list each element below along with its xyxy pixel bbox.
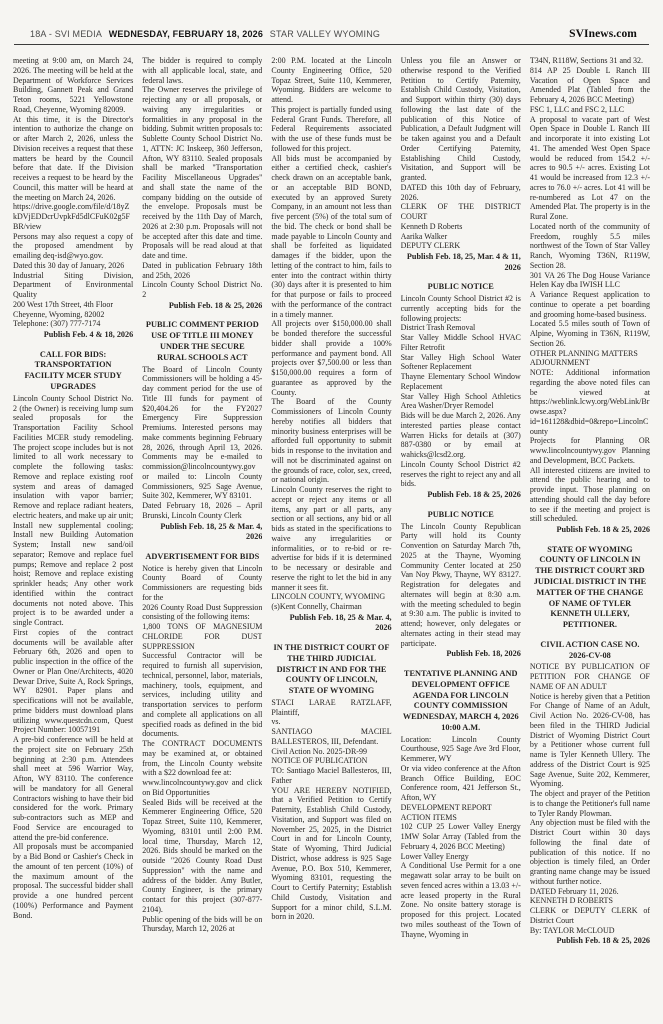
- notice-paragraph: LINCOLN COUNTY, WYOMING: [271, 592, 386, 602]
- news-column: [271, 56, 391, 988]
- notice-paragraph: ADJOURNMENT: [529, 358, 590, 368]
- notice-paragraph: 200 West 17th Street, 4th Floor: [13, 299, 114, 309]
- notice-paragraph: Civil Action No. 2025-DR-99: [271, 746, 367, 756]
- notice-paragraph: Thayne Elementary School Window Replacement: [400, 372, 521, 391]
- notice-heading: PUBLIC COMMENT PERIOD USE OF TITLE III MONEY UNDER THE SECURE RURAL SCHOOLS ACT: [145, 320, 259, 362]
- notice-paragraph: Lower Valley Energy: [400, 851, 469, 861]
- notice-paragraph: Or via video conference at the Afton Branch Office Building, EOC Conference room, 421 Jefferson St., Afton, WY: [400, 763, 521, 803]
- notice-paragraph: https://drive.google.com/file/d/18yZkDVjEDDcrUvpkFd5dlCFuK02g5FBR/view: [13, 202, 130, 231]
- notice-paragraph: Unless you file an Answer or otherwise respond to the Verified Petition to Certify Paternity, Establish Child Custody, Visitation, and Support within thirty (30) days following the last date of the publication of this Notice of Publication, a Default Judgment will be taken against you and a Default Order Certifying Paternity, Establishing Child Custody, Visitation, and Support will be granted.: [400, 56, 521, 182]
- publish-line: Publish Feb. 4 & 18, 2026: [43, 330, 134, 339]
- notice-paragraph: DEPUTY CLERK: [400, 241, 461, 251]
- notice-paragraph: Persons may also request a copy of the proposed amendment by emailing deq-isd@wyo.gov.: [13, 231, 134, 260]
- notice-paragraph: All projects over $150,000.00 shall be bonded therefore the successful bidder shall provide a 100% performance and payment bond. All projects over $7,500.00 or less than $150,000.00 requires a form of guarantee as approved by the County.: [271, 319, 392, 397]
- notice-paragraph: The object and prayer of the Petition is to change the Petitioner's full name to Tyler Randy Plowman.: [529, 789, 651, 818]
- notice-paragraph: FSC 1, LLC and FSC 2, LLC: [529, 104, 625, 114]
- notice-paragraph: Location: Lincoln County Courthouse, 925 Sage Ave 3rd Floor, Kemmerer, WY: [400, 734, 521, 764]
- notice-paragraph: Notice is hereby given that a Petition For Change of Name of an Adult, Civil Action No. 2026-CV-08, has been filed in the THIRD Judicial District of Wyoming District Court by a Petitioner whose current full name is Tyler Kenneth Ullery. The address of the District Court is 925 Sage Avenue, Suite 202, Kemmerer, Wyoming.: [529, 691, 651, 789]
- notice-paragraph: SANTIAGO MACIEL BALLESTEROS, III, Defendant.: [271, 727, 392, 746]
- masthead: [10, 28, 653, 44]
- notice-paragraph: CLERK or DEPUTY CLERK of District Court: [529, 906, 651, 925]
- notice-heading: CALL FOR BIDS: TRANSPORTATION FACILITY MCER STUDY UPGRADES: [24, 349, 122, 391]
- notice-paragraph: Projects for Planning OR www.lincolncountywy.gov Planning and Development, BCC Packets.: [529, 436, 651, 465]
- notice-paragraph: Any objection must be filed with the District Court within 30 days following the final date of publication of this notice. If no objection is timely filed, an Order granting name change may be issued without further notice.: [529, 818, 651, 886]
- notice-paragraph: Located north of the community of Freedom, roughly 5.5 miles northwest of the Town of Star Valley Ranch, Wyoming T36N, R119W, Section 28.: [529, 221, 651, 270]
- notice-paragraph: www.lincolncountywy.gov and click on Bid Opportunities: [142, 778, 263, 797]
- news-column: [142, 56, 262, 988]
- notice-paragraph: T34N, R118W, Sections 31 and 32.: [529, 56, 643, 65]
- notice-paragraph: Star Valley Middle School HVAC Filter Retrofit: [400, 333, 521, 352]
- notice-paragraph: YOU ARE HEREBY NOTIFIED, that a Verified Petition to Certify Paternity, Establish Child Custody, Visitation, and Support was filed on November 25, 2025, in the District Court in and for Lincoln County, State of Wyoming, Third Judicial District, whose address is 925 Sage Avenue, P.O. Box 510, Kemmerer, Wyoming 83101, requesting the Court to Certify Paternity; Establish Child Custody, Visitation and Support for a minor child, S.L.M. born in 2020.: [271, 785, 392, 922]
- legal-notices-area: [10, 54, 653, 988]
- notice-paragraph: (s)Kent Connelly, Chairman: [271, 602, 362, 611]
- notice-paragraph: Lincoln County reserves the right to accept or reject any items or all items, any part or all parts, any section or all sections, any bid or all bids as stated in the specifications to waive any irregularities or informalities, or to re-bid or re-advertise for bids if it is determined to be necessary or desirable and reserve the right to let the bid in any manner it sees fit.: [271, 485, 392, 592]
- notice-paragraph: TO: Santiago Maciel Ballesteros, III, Father: [271, 766, 392, 785]
- notice-paragraph: The Owner reserves the privilege of rejecting any or all proposals, or waiving any irregularities or formalities in any proposal in the bidding. Submit written proposals to: Sublette County School District No. 1, ATTN: JC Inskeep, 360 Jefferson, Afton, WY 83110. Sealed proposals shall be marked "Transportation Facility Miscellaneous Upgrades" and shall state the name of the company bidding on the outside of the envelope. Proposals must be received by the 11th Day of March, 2026 at 2:30 p.m. Proposals will not be accepted after this date and time. Proposals will be read aloud at that date and time.: [142, 85, 263, 260]
- notice-paragraph: A Variance Request application to continue to operate a pet boarding and grooming home-based business.: [529, 290, 651, 319]
- notice-paragraph: Successful Contractor will be required to furnish all supervision, technical, personnel, labor, materials, machinery, tools, equipment, and services, including utility and transportation services to perform and complete all applications on all specified roads as defined in the bid documents.: [142, 651, 263, 739]
- notice-paragraph: CLERK OF THE DISTRICT COURT: [400, 202, 521, 221]
- notice-heading: CIVIL ACTION CASE NO. 2026-CV-08: [540, 639, 640, 660]
- issue-location: STAR VALLEY WYOMING: [269, 29, 381, 39]
- news-column: [13, 56, 133, 988]
- notice-paragraph: DATED this 10th day of February, 2026.: [400, 182, 521, 202]
- notice-paragraph: NOTE: Additional information regarding the above noted files can be viewed at https://weblink.lcwy.org/WebLink/Browse.aspx?id=161128&dbid=0&repo=LincolnCounty: [529, 368, 651, 436]
- publish-line: Publish Feb. 18, 25 & Mar. 4, 2026: [289, 612, 392, 633]
- notice-paragraph: DATED February 11, 2026.: [529, 886, 619, 896]
- publish-line: Publish Feb. 18, 2026: [446, 649, 521, 659]
- notice-paragraph: DEVELOPMENT REPORT: [400, 802, 492, 812]
- notice-paragraph: The Lincoln County Republican Party will hold its County Convention on Saturday March 7th, 2025 at the Thayne, Wyoming Community Center located at 250 Van Noy Pkwy, Thayne, WY 83127. Registration for delegates and alternates will begin at 8:30 a.m. with the meeting scheduled to begin at 9:30 a.m. The public is invited to attend; however, only delegates or alternates acting in their stead may participate.: [400, 521, 521, 648]
- publish-line: Publish Feb. 18 & 25, 2026: [168, 300, 263, 310]
- notice-paragraph: First copies of the contract documents will be available after February 6th, 2026 and open to public inspection in the office of the Owner or Plan One/Architects, 4020 Dewar Drive, Suite A, Rock Springs, WY 82901. Paper plans and specifications will not be available, prime bidders must download plans utilizing www.questcdn.com, Quest Project Number: 10057191: [13, 627, 134, 735]
- notice-paragraph: All proposals must be accompanied by a Bid Bond or Cashier's Check in the amount of ten percent (10%) of the maximum amount of the proposal. The successful bidder shall provide a one hundred percent (100%) Performance and Payment Bond.: [13, 842, 134, 920]
- notice-paragraph: Star Valley High School Water Softener Replacement: [400, 352, 521, 372]
- notice-paragraph: Lincoln County School District No. 2 (the Owner) is receiving lump sum sealed proposals for the Transportation Facility School Facilities MCER study remodeling. The project scope includes but is not limited to all work necessary to complete the following tasks: Remove and replace existing roof system and areas of damaged insulation with vapor barrier; Remove and replace radiant heaters, electric heaters, and make up air unit; Install new supplemental cooling; Install new Building Automation System; Install new sand/oil separator; Remove and replace fuel pumps; Remove and replace 2 post hoist; Remove and replace existing sprinkler heads; Any other work identified within the contract documents not noted above. This project is to be awarded under a single Contract.: [13, 393, 134, 628]
- notice-paragraph: 102 CUP 25 Lower Valley Energy 1MW Solar Array (Tabled from the February 4, 2026 BCC Meeting): [400, 822, 521, 851]
- notice-paragraph: Public opening of the bids will be on Thursday, March 12, 2026 at: [142, 914, 263, 934]
- notice-paragraph: The CONTRACT DOCUMENTS may be examined at, or obtained from, the Lincoln County website with a $22 download fee at:: [142, 739, 263, 778]
- notice-paragraph: Notice is hereby given that Lincoln County Board of County Commissioners are requesting bids for the: [142, 563, 263, 602]
- page-number-label: 18A - SVI MEDIA: [30, 29, 103, 39]
- notice-paragraph: Dated in publication February 18th and 25th, 2026: [142, 260, 263, 280]
- notice-paragraph: The Board of Lincoln County Commissioners will be holding a 45-day comment period for the use of Title III funds for payment of $20,404.26 for the FY2027 Emergency Fire Suppression Premiums. Interested persons may make comments beginning February 28, 2026, through April 13, 2026. Comments may be e-mailed to commission@lincolncountywy.gov or mailed to: Lincoln County Commissioners, 925 Sage Avenue, Suite 302, Kemmerer, WY 83101.: [142, 364, 263, 501]
- notice-paragraph: KENNETH D ROBERTS: [529, 896, 613, 906]
- notice-heading: ADVERTISEMENT FOR BIDS: [145, 551, 260, 561]
- notice-heading: PUBLIC NOTICE: [427, 509, 494, 519]
- notice-paragraph: Dated February 18, 2026 – April Brunski, Lincoln County Clerk: [142, 501, 263, 520]
- notice-paragraph: OTHER PLANNING MATTERS: [529, 348, 638, 358]
- notice-heading: STATE OF WYOMING COUNTY OF LINCOLN IN THE DISTRICT COURT 3RD JUDICIAL DISTRICT IN THE MATTER OF THE CHANGE OF NAME OF TYLER KENNETH ULLERY, PETITIONER.: [533, 544, 647, 630]
- publish-line: Publish Feb. 18, 25 & Mar. 4, 2026: [160, 521, 263, 542]
- notice-paragraph: Sealed Bids will be received at the Kemmerer Engineering Office, 520 Topaz Street, Suite 110, Kemmerer, Wyoming, 83101 until 2:00 P.M. local time, Thursday, March 12, 2026. Bids should be marked on the outside "2026 County Road Dust Suppression" with the name and address of the bidder. Amy Butler, County Engineer, is the primary contact for this project (307-877-2104).: [142, 797, 263, 914]
- notice-paragraph: 2:00 P.M. located at the Lincoln County Engineering Office, 520 Topaz Street, Suite 110, Kemmerer, Wyoming. Bidders are welcome to attend.: [271, 56, 392, 104]
- masthead-left: [30, 29, 384, 39]
- notice-paragraph: The Board of the County Commissioners of Lincoln County hereby notifies all bidders that minority business enterprises will be afforded full opportunity to submit bids in response to the invitation and will not be discriminated against on the grounds of race, color, sex, creed, or national origin.: [271, 397, 392, 485]
- notice-heading: TENTATIVE PLANNING AND DEVELOPMENT OFFICE AGENDA FOR LINCOLN COUNTY COMMISSION WEDNESDAY, MARCH 4, 2026 10:00 A.M.: [402, 668, 519, 732]
- notice-paragraph: This project is partially funded using Federal Grant Funds. Therefore, all Federal Requirements associated with the use of these funds must be followed for this project.: [271, 104, 392, 153]
- news-column: [401, 56, 521, 988]
- publish-line: Publish Feb. 18 & 25, 2026: [427, 490, 521, 500]
- publish-line: Publish Feb. 18 & 25, 2026: [556, 936, 651, 946]
- notice-paragraph: At this time, it is the Director's intention to authorize the change on or after March 2, 2026, unless the Division receives a request that these matters be heard by the Council before that date. If the Division receives a request to be heard by the Council, this matter will be heard at the meeting on March 24, 2026.: [13, 114, 134, 202]
- notice-paragraph: Bids will be due March 2, 2026. Any interested parties please contact Warren Hicks for details at (307) 887-0380 or by email at wahicks@lcsd2.org.: [400, 411, 521, 460]
- notice-paragraph: District Trash Removal: [400, 323, 476, 333]
- notice-paragraph: A proposal to vacate part of West Open Space in Double L Ranch III and incorporate it into existing Lot 41. The amended West Open Space would be reduced from 154.2 +/- acres to 90.5 +/- acres. Existing Lot 41 would be increased from 12.3 +/- acres to 76.0 +/- acres. Lot 41 will be re-numbered as Lot 47 on the Amended Plat. The property is in the Rural Zone.: [529, 114, 651, 221]
- news-column: [530, 56, 650, 988]
- notice-paragraph: The bidder is required to comply with all applicable local, state, and federal laws.: [142, 56, 263, 85]
- notice-paragraph: A Conditional Use Permit for a one megawatt solar array to be built on seven fenced acres within a 13.03 +/- acre leased property in the Rural Zone. No onsite battery storage is proposed for this project. Located two miles southeast of the Town of Thayne, Wyoming in: [400, 861, 521, 939]
- notice-paragraph: Telephone: (307) 777-7174: [13, 319, 101, 329]
- notice-paragraph: Kenneth D Roberts: [400, 221, 463, 231]
- masthead-divider: [14, 44, 649, 45]
- notice-paragraph: Aarika Walker: [400, 231, 448, 241]
- notice-paragraph: Lincoln County School District #2 is currently accepting bids for the following projects:: [400, 294, 521, 323]
- notice-paragraph: 814 AP 25 Double L Ranch III Vacation of Open Space and Amended Plat (Tabled from the February 4, 2026 BCC Meeting): [529, 65, 651, 104]
- publish-line: Publish Feb. 18, 25, Mar. 4 & 11, 2026: [406, 252, 521, 272]
- notice-paragraph: NOTICE BY PUBLICATION OF PETITION FOR CHANGE OF NAME OF AN ADULT: [529, 662, 651, 691]
- notice-paragraph: Star Valley High School Athletics Area Washer/Dryer Remodel: [400, 391, 521, 411]
- notice-paragraph: By: TAYLOR McCLOUD: [529, 925, 615, 935]
- notice-paragraph: NOTICE OF PUBLICATION: [271, 756, 368, 766]
- website-url: SVInews.com: [569, 28, 637, 40]
- notice-paragraph: All interested citizens are invited to attend the public hearing and to provide input. Those planning on attending should call the day before to see if the meeting and project is still scheduled.: [529, 465, 651, 524]
- notice-paragraph: STACI LARAE RATZLAFF, Plaintiff,: [271, 697, 392, 717]
- notice-paragraph: A pre-bid conference will be held at the project site on February 25th beginning at 2:30 p.m. Attendees shall meet at 596 Warrior Way, Afton, WY 83110. The conference will be mandatory for all General Contractors wishing to have their bid considered for the work. Primary sub-contractors such as MEP and Food Service are encouraged to attend the pre-bid conference.: [13, 735, 134, 842]
- notice-paragraph: 1,800 TONS OF MAGNESIUM CHLORIDE FOR DUST SUPPRESSION: [142, 622, 263, 651]
- notice-paragraph: ACTION ITEMS: [400, 812, 457, 822]
- notice-paragraph: Industrial Siting Division, Department of Environmental Quality: [13, 270, 134, 299]
- notice-paragraph: Cheyenne, Wyoming, 82002: [13, 309, 105, 319]
- notice-paragraph: 301 VA 26 The Dog House Variance Helen Kay dba IWISH LLC: [529, 270, 651, 290]
- notice-paragraph: All bids must be accompanied by either a certified check, cashier's check drawn on an acceptable bank, or an acceptable BID BOND, executed by an approved Surety Company, in an amount not less than five percent (5%) of the total sum of the bid. The check or bond shall be made payable to Lincoln County and shall be forfeited as liquidated damages if the bidder, upon the letting of the contract to him, fails to enter into the contract within thirty (30) days after it is presented to him for that purpose or fails to proceed with the performance of the contract in a timely manner.: [271, 153, 392, 319]
- notice-paragraph: vs.: [271, 717, 281, 727]
- notice-paragraph: 2026 County Road Dust Suppression consisting of the following items:: [142, 602, 263, 622]
- notice-paragraph: Lincoln County School District #2 reserves the right to reject any and all bids.: [400, 459, 521, 489]
- notice-paragraph: Located 5.5 miles south of Town of Alpine, Wyoming in T36N, R119W, Section 26.: [529, 319, 651, 348]
- notice-paragraph: Lincoln County School District No. 2: [142, 280, 263, 299]
- notice-heading: IN THE DISTRICT COURT OF THE THIRD JUDICIAL DISTRICT IN AND FOR THE COUNTY OF LINCOLN, STATE OF WYOMING: [273, 643, 390, 696]
- publish-line: Publish Feb. 18 & 25, 2026: [556, 525, 651, 534]
- issue-date: WEDNESDAY, FEBRUARY 18, 2026: [108, 29, 264, 39]
- notice-paragraph: meeting at 9:00 am, on March 24, 2026. The meeting will be held at the Department of Workforce Services Building, Gannett Peak and Grand Teton rooms, 5221 Yellowstone Road, Cheyenne, Wyoming 82009.: [13, 56, 134, 114]
- notice-paragraph: Dated this 30 day of January, 2026: [13, 260, 125, 270]
- notice-heading: PUBLIC NOTICE: [427, 282, 494, 292]
